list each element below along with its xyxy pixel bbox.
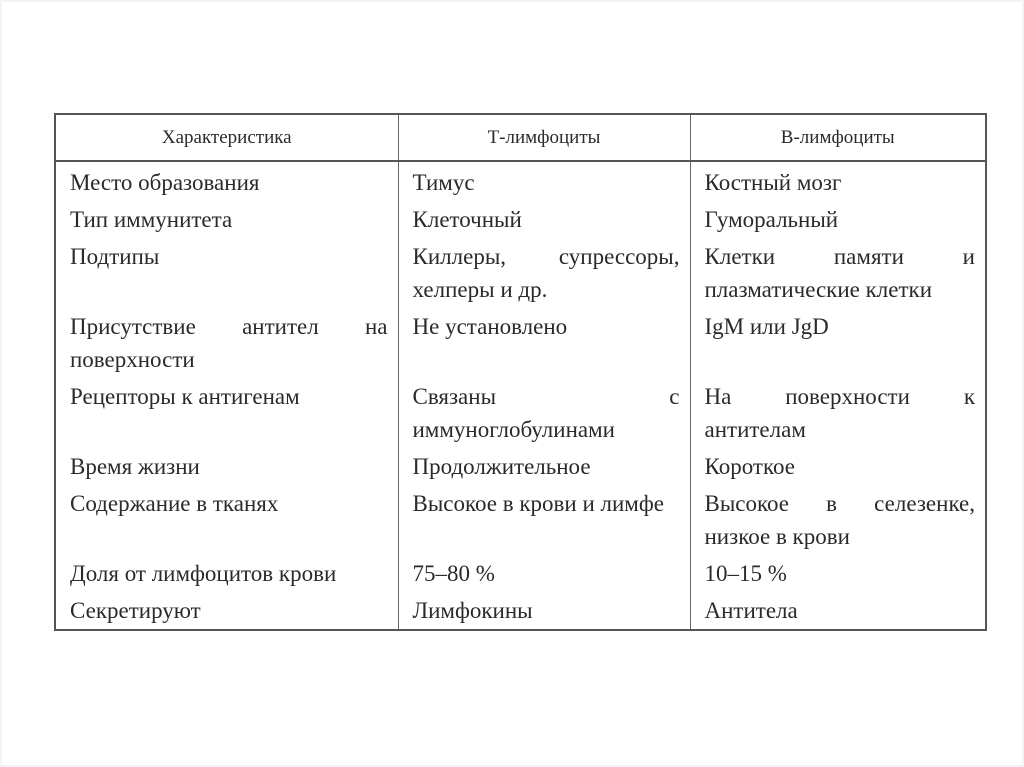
table-row [55, 240, 986, 310]
t-lymphocyte-cell: Киллеры, супрессоры, хелперы и др. [398, 240, 690, 310]
characteristic-cell: Время жизни [70, 454, 200, 479]
header-row [55, 114, 986, 161]
t-lymphocyte-cell: 75–80 % [398, 557, 690, 594]
characteristic-cell: Место образования [70, 170, 260, 195]
characteristic-cell: Присутствие антител на поверхности [70, 314, 388, 372]
b-lymphocyte-cell: 10–15 % [690, 557, 986, 594]
b-lymphocyte-cell: Клетки памяти и плазматические клетки [690, 240, 986, 310]
header-characteristic: Характеристика [55, 114, 398, 161]
t-lymphocyte-cell: Не установлено [398, 310, 690, 380]
t-lymphocyte-cell: Лимфокины [398, 594, 690, 630]
b-lymphocyte-cell: Гуморальный [690, 203, 986, 240]
t-lymphocyte-cell: Высокое в крови и лимфе [398, 487, 690, 557]
b-lymphocyte-cell: Короткое [690, 450, 986, 487]
table-header [55, 114, 986, 161]
b-lymphocyte-cell: Антитела [690, 594, 986, 630]
table-body [55, 161, 986, 630]
t-lymphocyte-cell: Связаны с иммуноглобулинами [398, 380, 690, 450]
table-row [55, 487, 986, 557]
b-lymphocyte-cell: Костный мозг [690, 161, 986, 203]
characteristic-cell: Содержание в тканях [70, 491, 279, 516]
table-row [55, 161, 986, 203]
table-row [55, 310, 986, 380]
b-lymphocyte-cell: IgM или JgD [690, 310, 986, 380]
lymphocyte-comparison-table [54, 113, 987, 631]
characteristic-cell: Секретируют [70, 598, 201, 623]
table-row [55, 203, 986, 240]
table-row [55, 557, 986, 594]
header-t-lymphocytes: Т-лимфоциты [398, 114, 690, 161]
table-row [55, 450, 986, 487]
t-lymphocyte-cell: Тимус [398, 161, 690, 203]
b-lymphocyte-cell: Высокое в селезенке, низкое в крови [690, 487, 986, 557]
t-lymphocyte-cell: Продолжительное [398, 450, 690, 487]
characteristic-cell: Рецепторы к антигенам [70, 384, 300, 409]
characteristic-cell: Подтипы [70, 244, 160, 269]
table-row [55, 594, 986, 630]
characteristic-cell: Тип иммунитета [70, 207, 233, 232]
header-b-lymphocytes: В-лимфоциты [690, 114, 986, 161]
table-row [55, 380, 986, 450]
t-lymphocyte-cell: Клеточный [398, 203, 690, 240]
b-lymphocyte-cell: На поверхности к антителам [690, 380, 986, 450]
characteristic-cell: Доля от лимфоцитов крови [70, 561, 337, 586]
